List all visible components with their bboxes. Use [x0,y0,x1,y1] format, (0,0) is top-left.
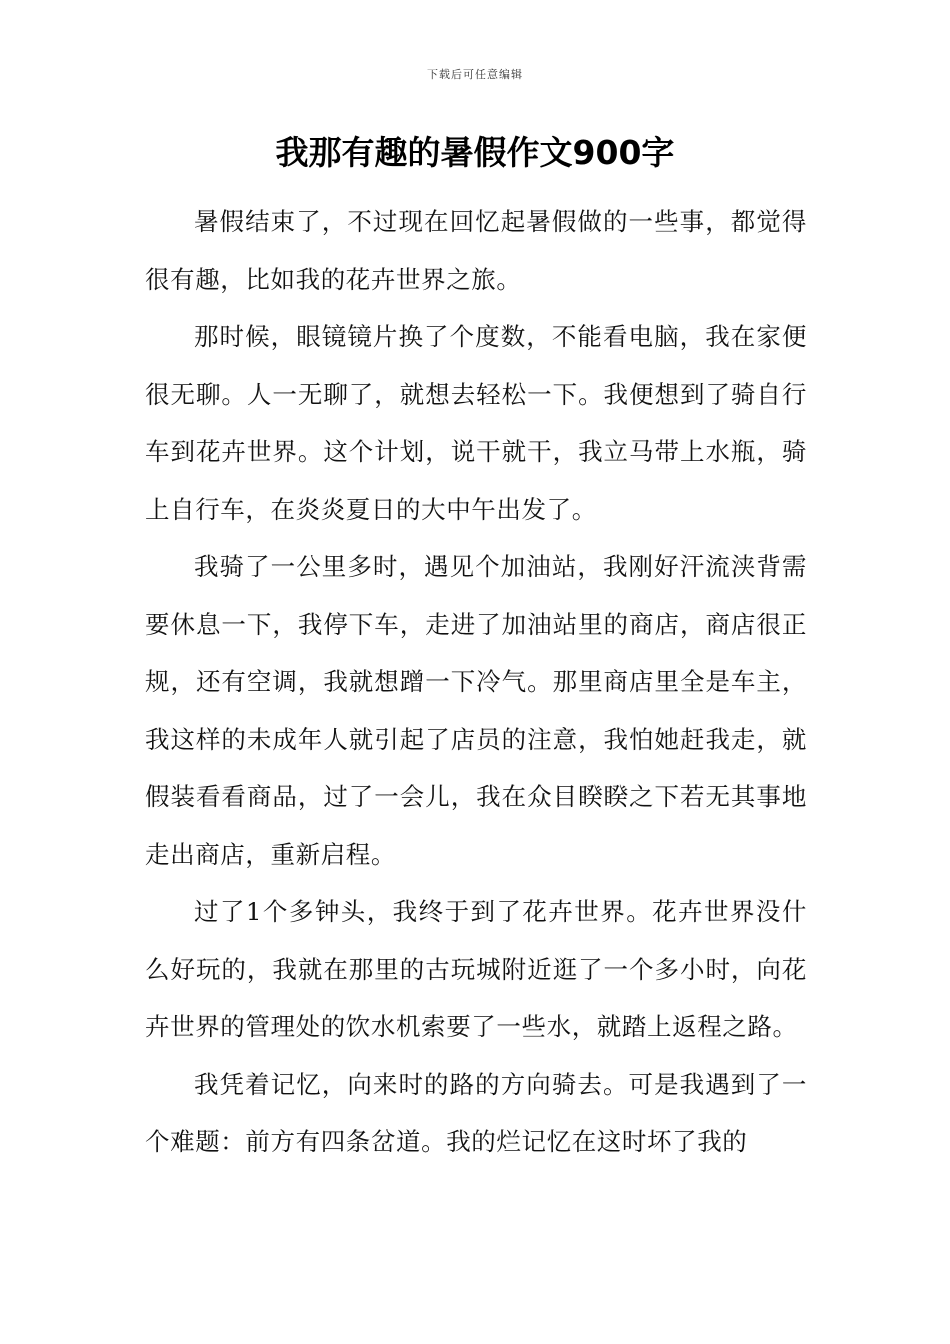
paragraph-2: 那时候，眼镜镜片换了个度数，不能看电脑，我在家便很无聊。人一无聊了，就想去轻松一下。我便想到了骑自行车到花卉世界。这个计划，说干就干，我立马带上水瓶，骑上自行车，在炎炎夏日的大中午出发了。 [145,322,807,524]
header-note: 下载后可任意编辑 [427,68,523,81]
paragraph-4: 过了1个多钟头，我终于到了花卉世界。花卉世界没什么好玩的，我就在那里的古玩城附近逛了一个多小时，向花卉世界的管理处的饮水机索要了一些水，就踏上返程之路。 [145,897,807,1041]
paragraph-3: 我骑了一公里多时，遇见个加油站，我刚好汗流浃背需要休息一下，我停下车，走进了加油站里的商店，商店很正规，还有空调，我就想蹭一下冷气。那里商店里全是车主，我这样的未成年人就引起了店员的注意，我怕她赶我走，就假装看看商品，过了一会儿，我在众目睽睽之下若无其事地走出商店，重新启程。 [145,552,807,869]
paragraph-1: 暑假结束了，不过现在回忆起暑假做的一些事，都觉得很有趣，比如我的花卉世界之旅。 [145,207,807,294]
document-body [145,193,807,1171]
paragraph-5: 我凭着记忆，向来时的路的方向骑去。可是我遇到了一个难题：前方有四条岔道。我的烂记忆在这时坏了我的 [145,1069,807,1156]
document-title: 我那有趣的暑假作文900字 [275,133,675,172]
